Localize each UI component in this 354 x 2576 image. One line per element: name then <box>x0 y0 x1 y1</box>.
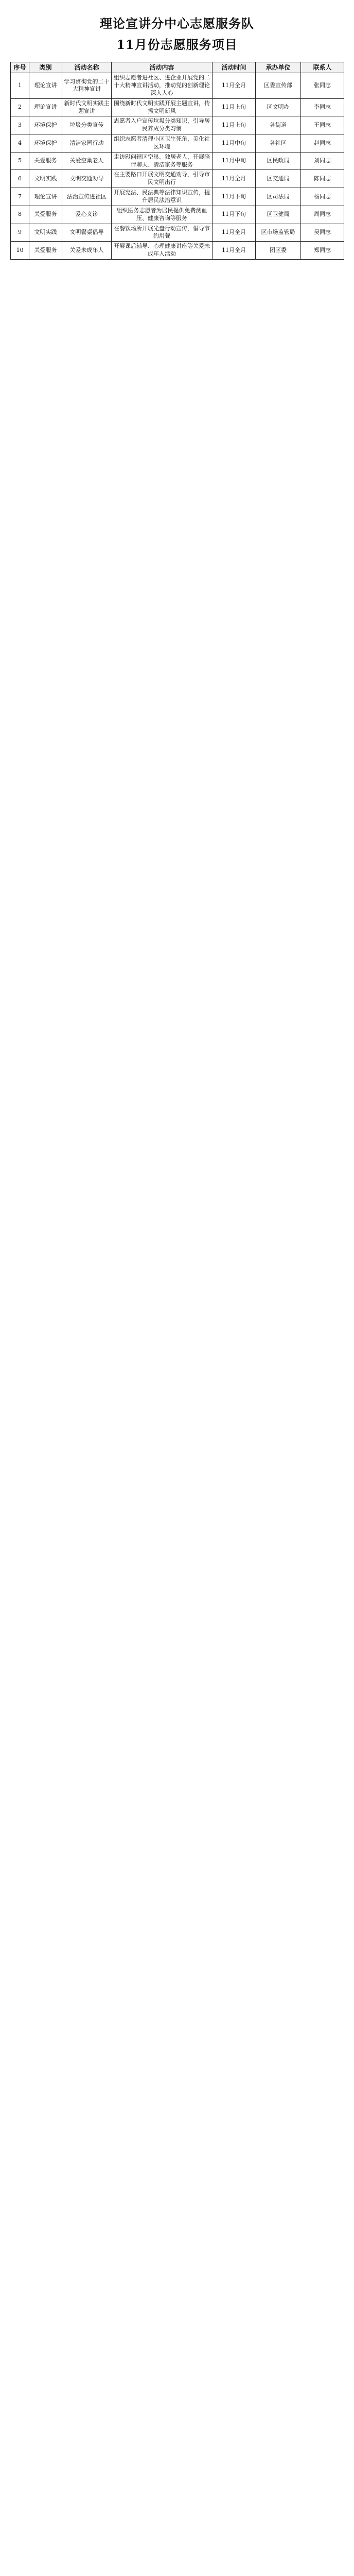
cell-contact: 杨同志 <box>301 188 344 206</box>
column-header-organizer: 承办单位 <box>256 62 301 73</box>
cell-activity-content: 组织医务志愿者为居民提供免费测血压、健康咨询等服务 <box>112 206 213 224</box>
cell-category: 文明实践 <box>29 224 62 242</box>
cell-index: 4 <box>11 134 29 152</box>
table-row <box>11 242 344 260</box>
cell-contact: 王同志 <box>301 116 344 134</box>
cell-activity-content: 在主要路口开展文明交通劝导，引导市民文明出行 <box>112 170 213 188</box>
cell-category: 关爱服务 <box>29 206 62 224</box>
cell-contact: 李同志 <box>301 98 344 116</box>
cell-activity-time: 11月中旬 <box>213 152 256 170</box>
cell-organizer: 区委宣传部 <box>256 73 301 99</box>
document-title: 理论宣讲分中心志愿服务队 <box>100 16 254 31</box>
cell-contact: 刘同志 <box>301 152 344 170</box>
cell-contact: 张同志 <box>301 73 344 99</box>
cell-organizer: 区文明办 <box>256 98 301 116</box>
cell-organizer: 区民政局 <box>256 152 301 170</box>
cell-activity-content: 组织志愿者清理小区卫生死角，美化社区环境 <box>112 134 213 152</box>
cell-index: 10 <box>11 242 29 260</box>
cell-index: 6 <box>11 170 29 188</box>
column-header-activity-content: 活动内容 <box>112 62 213 73</box>
column-header-activity-name: 活动名称 <box>62 62 112 73</box>
document-subtitle: 11月份志愿服务项目 <box>116 37 238 52</box>
cell-activity-time: 11月全月 <box>213 224 256 242</box>
cell-organizer: 区交通局 <box>256 170 301 188</box>
table-row <box>11 170 344 188</box>
cell-activity-content: 在餐饮场所开展光盘行动宣传，倡导节约用餐 <box>112 224 213 242</box>
cell-activity-content: 志愿者入户宣传垃圾分类知识，引导居民养成分类习惯 <box>112 116 213 134</box>
cell-index: 1 <box>11 73 29 99</box>
cell-index: 3 <box>11 116 29 134</box>
column-header-category: 类别 <box>29 62 62 73</box>
cell-category: 理论宣讲 <box>29 188 62 206</box>
cell-organizer: 区司法局 <box>256 188 301 206</box>
cell-category: 关爱服务 <box>29 242 62 260</box>
cell-activity-name: 新时代文明实践主题宣讲 <box>62 98 112 116</box>
cell-activity-name: 法治宣传进社区 <box>62 188 112 206</box>
cell-index: 8 <box>11 206 29 224</box>
cell-organizer: 团区委 <box>256 242 301 260</box>
cell-organizer: 各街道 <box>256 116 301 134</box>
cell-index: 9 <box>11 224 29 242</box>
cell-activity-name: 清洁家园行动 <box>62 134 112 152</box>
cell-activity-content: 开展宪法、民法典等法律知识宣传，提升居民法治意识 <box>112 188 213 206</box>
cell-activity-time: 11月上旬 <box>213 98 256 116</box>
table-row <box>11 152 344 170</box>
table-row <box>11 188 344 206</box>
cell-activity-time: 11月全月 <box>213 170 256 188</box>
table-row <box>11 134 344 152</box>
cell-category: 理论宣讲 <box>29 98 62 116</box>
cell-category: 关爱服务 <box>29 152 62 170</box>
cell-activity-content: 开展课后辅导、心理健康讲座等关爱未成年人活动 <box>112 242 213 260</box>
cell-category: 理论宣讲 <box>29 73 62 99</box>
table-row <box>11 116 344 134</box>
cell-index: 7 <box>11 188 29 206</box>
cell-activity-content: 围绕新时代文明实践开展主题宣讲，传播文明新风 <box>112 98 213 116</box>
table-header-row <box>11 62 344 73</box>
cell-activity-time: 11月下旬 <box>213 188 256 206</box>
cell-activity-name: 关爱空巢老人 <box>62 152 112 170</box>
cell-activity-content: 组织志愿者进社区、进企业开展党的二十大精神宣讲活动，推动党的创新理论深入人心 <box>112 73 213 99</box>
cell-activity-name: 学习贯彻党的二十大精神宣讲 <box>62 73 112 99</box>
cell-activity-name: 爱心义诊 <box>62 206 112 224</box>
table-body <box>11 73 344 260</box>
volunteer-project-table <box>10 62 344 260</box>
cell-category: 环境保护 <box>29 116 62 134</box>
table-row <box>11 98 344 116</box>
cell-contact: 赵同志 <box>301 134 344 152</box>
cell-activity-time: 11月全月 <box>213 242 256 260</box>
cell-contact: 吴同志 <box>301 224 344 242</box>
cell-contact: 陈同志 <box>301 170 344 188</box>
cell-organizer: 区市场监管局 <box>256 224 301 242</box>
cell-organizer: 各社区 <box>256 134 301 152</box>
cell-activity-time: 11月下旬 <box>213 206 256 224</box>
cell-activity-name: 文明餐桌倡导 <box>62 224 112 242</box>
cell-contact: 周同志 <box>301 206 344 224</box>
cell-category: 环境保护 <box>29 134 62 152</box>
table-row <box>11 224 344 242</box>
cell-activity-name: 垃圾分类宣传 <box>62 116 112 134</box>
column-header-activity-time: 活动时间 <box>213 62 256 73</box>
cell-activity-time: 11月中旬 <box>213 134 256 152</box>
cell-activity-time: 11月上旬 <box>213 116 256 134</box>
cell-contact: 郑同志 <box>301 242 344 260</box>
column-header-index: 序号 <box>11 62 29 73</box>
cell-index: 5 <box>11 152 29 170</box>
cell-index: 2 <box>11 98 29 116</box>
cell-activity-name: 关爱未成年人 <box>62 242 112 260</box>
cell-category: 文明实践 <box>29 170 62 188</box>
table-row <box>11 73 344 99</box>
cell-activity-name: 文明交通劝导 <box>62 170 112 188</box>
table-row <box>11 206 344 224</box>
cell-organizer: 区卫健局 <box>256 206 301 224</box>
cell-activity-time: 11月全月 <box>213 73 256 99</box>
cell-activity-content: 走访慰问辖区空巢、独居老人，开展陪伴聊天、清洁家务等服务 <box>112 152 213 170</box>
column-header-contact: 联系人 <box>301 62 344 73</box>
